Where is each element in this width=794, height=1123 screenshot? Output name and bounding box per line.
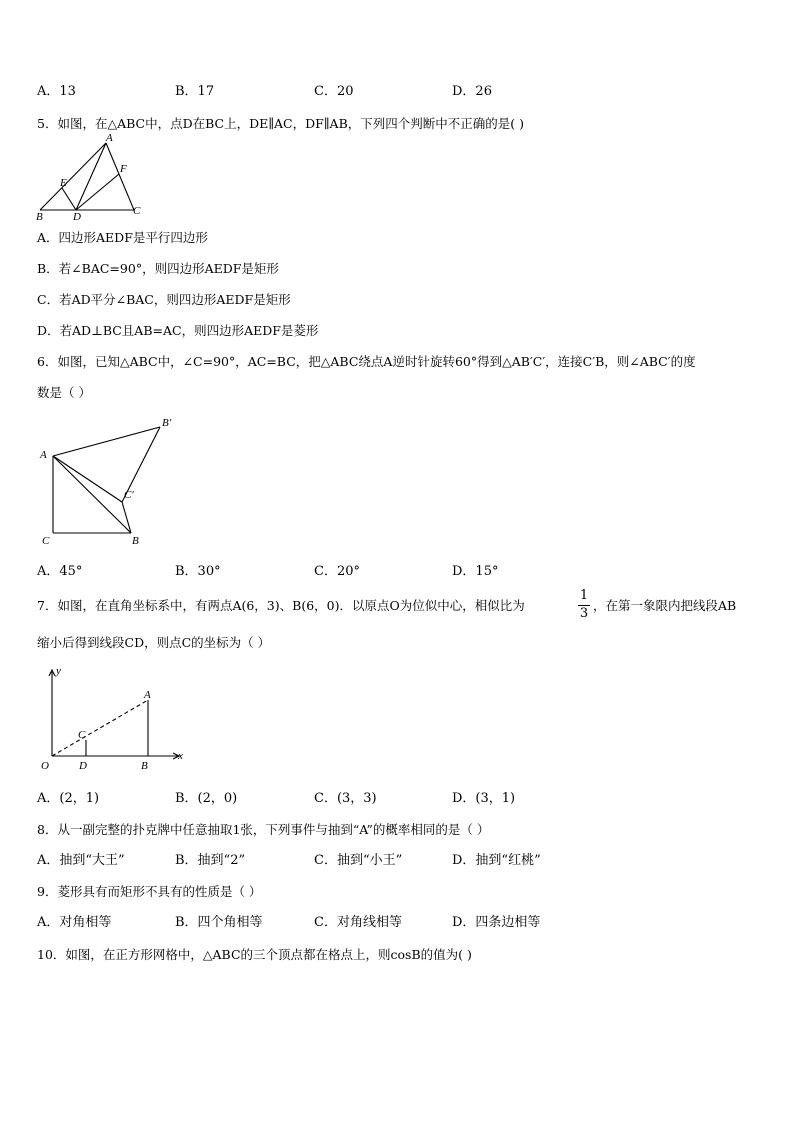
q6-option-b: B．30° — [175, 564, 221, 579]
q7-option-d: D．(3，1) — [452, 791, 516, 806]
q5-label-f: F — [120, 163, 127, 175]
q6-option-d: D．15° — [452, 564, 499, 579]
q5-stem: 5．如图，在△ABC中，点D在BC上，DE∥AC，DF∥AB，下列四个判断中不正确的是( ) — [37, 116, 525, 131]
q6-label-c: C — [42, 535, 50, 547]
q7-label-b: B — [141, 760, 148, 772]
q6-label-a: A — [40, 449, 47, 461]
q8-option-b: B．抽到“2” — [175, 853, 246, 868]
q4-option-c: C．20 — [314, 84, 354, 99]
q5-option-d: D．若AD⊥BC且AB=AC，则四边形AEDF是菱形 — [37, 323, 319, 338]
q5-label-d: D — [73, 211, 81, 223]
q6-option-a: A．45° — [37, 564, 83, 579]
q4-option-a: A．13 — [37, 84, 76, 99]
q5-label-c: C — [133, 205, 141, 217]
q7-fraction-numerator: 1 — [579, 588, 589, 603]
q6-option-c: C．20° — [314, 564, 360, 579]
q6-label-b-prime: B′ — [162, 417, 172, 429]
q4-option-b: B．17 — [175, 84, 215, 99]
q6-rotation-figure — [36, 414, 186, 554]
q6-stem-line1: 6．如图，已知△ABC中，∠C=90°，AC=BC，把△ABC绕点A逆时针旋转60°得到△AB′C′，连接C′B，则∠ABC′的度 — [37, 354, 696, 369]
q8-option-c: C．抽到“小王” — [314, 853, 403, 868]
q6-label-c-prime: C′ — [124, 489, 134, 501]
q7-option-c: C．(3，3) — [314, 791, 377, 806]
q5-label-e: E — [60, 177, 67, 189]
q7-option-b: B．(2，0) — [175, 791, 238, 806]
q5-option-a: A．四边形AEDF是平行四边形 — [37, 230, 208, 245]
q8-stem: 8．从一副完整的扑克牌中任意抽取1张，下列事件与抽到“A”的概率相同的是（ ） — [37, 822, 490, 837]
q7-option-a: A．(2，1) — [37, 791, 100, 806]
q5-option-b: B．若∠BAC=90°，则四边形AEDF是矩形 — [37, 261, 279, 276]
q9-option-d: D．四条边相等 — [452, 915, 541, 930]
q10-stem: 10．如图，在正方形网格中，△ABC的三个顶点都在格点上，则cosB的值为( ) — [37, 947, 472, 962]
q6-stem-line2: 数是（ ） — [37, 385, 91, 400]
q7-stem-line1-b: ，在第一象限内把线段AB — [593, 598, 737, 613]
q7-label-x: x — [178, 750, 183, 762]
q4-option-d: D．26 — [452, 84, 492, 99]
q7-label-y: y — [56, 665, 61, 677]
q7-label-d: D — [79, 760, 87, 772]
q9-stem: 9．菱形具有而矩形不具有的性质是（ ） — [37, 884, 262, 899]
q5-option-c: C．若AD平分∠BAC，则四边形AEDF是矩形 — [37, 292, 291, 307]
q5-label-b: B — [36, 211, 43, 223]
q8-option-a: A．抽到“大王” — [37, 853, 125, 868]
q7-stem-line1-a: 7．如图，在直角坐标系中，有两点A(6，3)、B(6，0)．以原点O为位似中心，相似比为 — [37, 598, 525, 613]
q7-coordinate-figure — [36, 662, 196, 780]
q9-option-c: C．对角线相等 — [314, 915, 402, 930]
q9-option-a: A．对角相等 — [37, 915, 112, 930]
q6-label-b: B — [132, 535, 139, 547]
q9-option-b: B．四个角相等 — [175, 915, 263, 930]
q5-label-a: A — [106, 132, 113, 144]
q7-label-a: A — [144, 689, 151, 701]
q7-label-c: C — [78, 729, 86, 741]
q5-triangle-figure — [36, 132, 146, 223]
q7-fraction-denominator: 3 — [579, 606, 589, 621]
q7-label-o: O — [41, 760, 49, 772]
q8-option-d: D．抽到“红桃” — [452, 853, 541, 868]
q7-stem-line2: 缩小后得到线段CD，则点C的坐标为（ ） — [37, 635, 271, 650]
